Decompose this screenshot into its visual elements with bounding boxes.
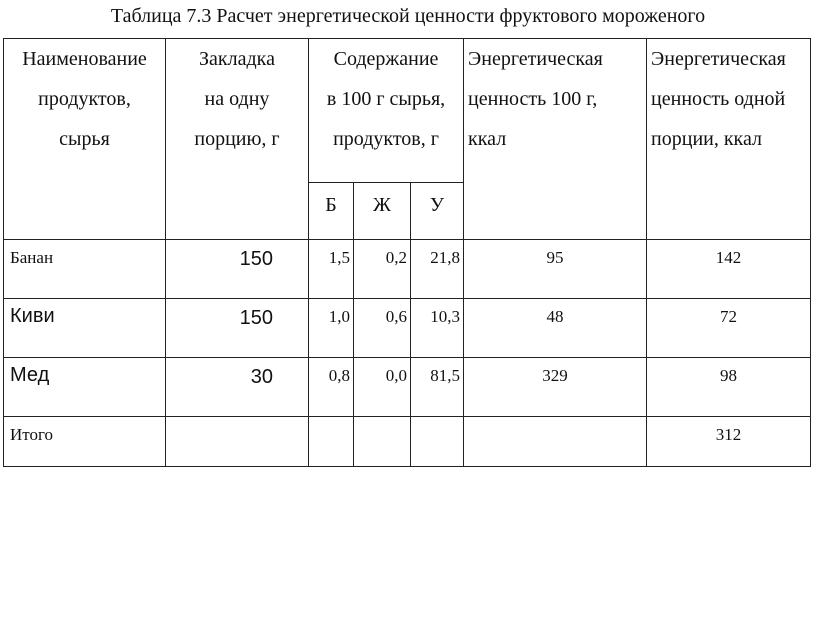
row-protein: 1,0	[309, 299, 354, 358]
header-energy-portion-line-1: Энергетическая	[651, 48, 786, 70]
header-name-line-2: продуктов,	[38, 88, 131, 110]
total-energy-100g	[464, 417, 647, 467]
header-portion-line-3: порцию, г	[194, 128, 280, 150]
total-carbs	[411, 417, 464, 467]
row-fat: 0,6	[354, 299, 411, 358]
row-portion: 30	[166, 358, 309, 417]
energy-table	[3, 38, 811, 467]
row-carbs: 81,5	[411, 358, 464, 417]
total-protein	[309, 417, 354, 467]
row-portion: 150	[166, 299, 309, 358]
row-carbs: 21,8	[411, 240, 464, 299]
row-energy-portion: 72	[647, 299, 811, 358]
row-name: Банан	[4, 240, 166, 299]
row-protein: 0,8	[309, 358, 354, 417]
row-fat: 0,0	[354, 358, 411, 417]
row-energy-100g: 48	[464, 299, 647, 358]
header-content-line-2: в 100 г сырья,	[326, 88, 446, 110]
header-energy-portion-line-2: ценность одной	[651, 88, 786, 110]
header-content-line-1: Содержание	[333, 48, 439, 70]
header-portion-line-1: Закладка	[199, 48, 275, 70]
table-row	[4, 240, 811, 299]
row-carbs: 10,3	[411, 299, 464, 358]
total-portion	[166, 417, 309, 467]
table-caption: Таблица 7.3 Расчет энергетической ценности фруктового мороженого	[110, 5, 706, 27]
header-protein: Б	[309, 183, 354, 240]
header-name-line-1: Наименование	[22, 48, 147, 70]
header-content-line-3: продуктов, г	[333, 128, 439, 150]
header-energy-100g-line-3: ккал	[468, 128, 507, 150]
header-name-line-3: сырья	[59, 128, 110, 150]
table-row	[4, 358, 811, 417]
row-energy-100g: 329	[464, 358, 647, 417]
row-energy-100g: 95	[464, 240, 647, 299]
header-energy-100g-line-2: ценность 100 г,	[468, 88, 598, 110]
header-energy-100g-line-1: Энергетическая	[468, 48, 603, 70]
header-portion	[166, 39, 309, 240]
header-energy-portion	[647, 39, 811, 240]
row-name: Мед	[4, 358, 166, 417]
row-energy-portion: 98	[647, 358, 811, 417]
row-name: Киви	[4, 299, 166, 358]
header-content	[309, 39, 464, 183]
row-fat: 0,2	[354, 240, 411, 299]
total-energy-portion: 312	[647, 417, 811, 467]
header-name	[4, 39, 166, 240]
table-row	[4, 299, 811, 358]
header-carbs: У	[411, 183, 464, 240]
row-protein: 1,5	[309, 240, 354, 299]
row-portion: 150	[166, 240, 309, 299]
header-portion-line-2: на одну	[204, 88, 270, 110]
header-energy-100g	[464, 39, 647, 240]
total-row	[4, 417, 811, 467]
total-label: Итого	[4, 417, 166, 467]
total-fat	[354, 417, 411, 467]
header-energy-portion-line-3: порции, ккал	[651, 128, 763, 150]
header-fat: Ж	[354, 183, 411, 240]
row-energy-portion: 142	[647, 240, 811, 299]
